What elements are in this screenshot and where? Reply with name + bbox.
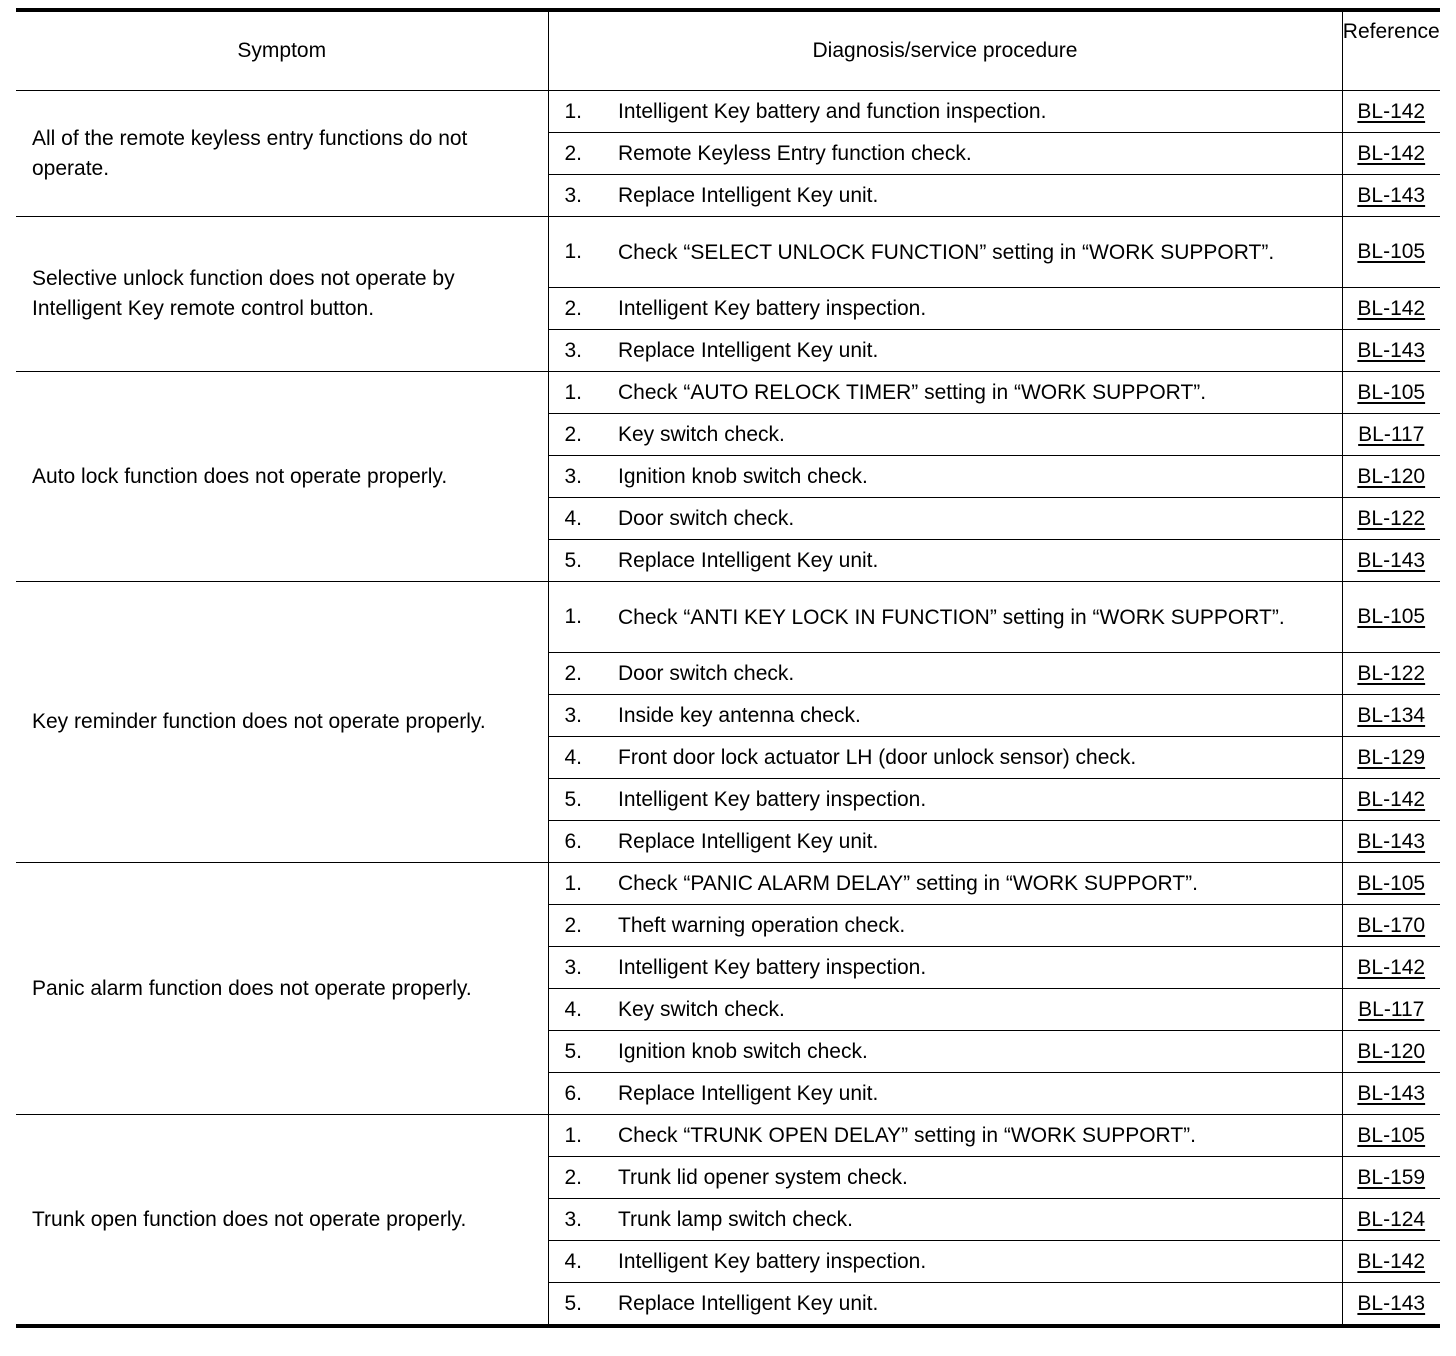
- symptom-cell: All of the remote keyless entry functions do not operate.: [16, 91, 548, 217]
- step-number: 1.: [548, 217, 604, 288]
- reference-link[interactable]: BL-129: [1357, 745, 1426, 769]
- reference-cell: [1342, 217, 1440, 288]
- step-number: 3.: [548, 947, 604, 989]
- reference-cell: [1342, 456, 1440, 498]
- reference-cell: [1342, 1157, 1440, 1199]
- reference-link[interactable]: BL-143: [1357, 183, 1426, 207]
- table-row: [16, 91, 1440, 133]
- procedure-step: Intelligent Key battery inspection.: [604, 947, 1342, 989]
- procedure-step: Trunk lamp switch check.: [604, 1199, 1342, 1241]
- reference-link[interactable]: BL-134: [1357, 703, 1426, 727]
- table-row: [16, 863, 1440, 905]
- procedure-step: Replace Intelligent Key unit.: [604, 540, 1342, 582]
- reference-cell: [1342, 175, 1440, 217]
- step-number: 1.: [548, 1115, 604, 1157]
- reference-cell: [1342, 653, 1440, 695]
- step-number: 2.: [548, 414, 604, 456]
- reference-link[interactable]: BL-159: [1357, 1165, 1426, 1189]
- reference-cell: [1342, 498, 1440, 540]
- step-number: 6.: [548, 821, 604, 863]
- reference-link[interactable]: BL-117: [1358, 422, 1425, 446]
- reference-cell: [1342, 905, 1440, 947]
- reference-link[interactable]: BL-142: [1357, 955, 1426, 979]
- reference-cell: [1342, 947, 1440, 989]
- reference-cell: [1342, 91, 1440, 133]
- step-number: 2.: [548, 288, 604, 330]
- reference-link[interactable]: BL-105: [1357, 871, 1426, 895]
- reference-link[interactable]: BL-105: [1357, 1123, 1426, 1147]
- step-number: 3.: [548, 175, 604, 217]
- header-reference: Reference: [1342, 10, 1440, 91]
- step-number: 2.: [548, 905, 604, 947]
- procedure-step: Theft warning operation check.: [604, 905, 1342, 947]
- reference-cell: [1342, 372, 1440, 414]
- symptom-cell: Selective unlock function does not operate by Intelligent Key remote control button.: [16, 217, 548, 372]
- procedure-step: Door switch check.: [604, 653, 1342, 695]
- reference-cell: [1342, 414, 1440, 456]
- procedure-step: Replace Intelligent Key unit.: [604, 1073, 1342, 1115]
- step-number: 4.: [548, 1241, 604, 1283]
- reference-cell: [1342, 863, 1440, 905]
- step-number: 3.: [548, 330, 604, 372]
- procedure-step: Front door lock actuator LH (door unlock sensor) check.: [604, 737, 1342, 779]
- step-number: 1.: [548, 372, 604, 414]
- reference-link[interactable]: BL-105: [1357, 380, 1426, 404]
- reference-link[interactable]: BL-120: [1357, 1039, 1426, 1063]
- procedure-step: Inside key antenna check.: [604, 695, 1342, 737]
- reference-cell: [1342, 1115, 1440, 1157]
- procedure-step: Remote Keyless Entry function check.: [604, 133, 1342, 175]
- reference-link[interactable]: BL-170: [1357, 913, 1426, 937]
- reference-cell: [1342, 582, 1440, 653]
- reference-link[interactable]: BL-142: [1357, 296, 1426, 320]
- table-body: [16, 91, 1440, 1327]
- symptom-cell: Key reminder function does not operate properly.: [16, 582, 548, 863]
- reference-link[interactable]: BL-122: [1357, 506, 1426, 530]
- reference-cell: [1342, 1199, 1440, 1241]
- symptom-cell: Panic alarm function does not operate properly.: [16, 863, 548, 1115]
- reference-link[interactable]: BL-143: [1357, 1081, 1426, 1105]
- reference-link[interactable]: BL-142: [1357, 141, 1426, 165]
- procedure-step: Ignition knob switch check.: [604, 456, 1342, 498]
- procedure-step: Check “PANIC ALARM DELAY” setting in “WORK SUPPORT”.: [604, 863, 1342, 905]
- reference-link[interactable]: BL-122: [1357, 661, 1426, 685]
- reference-link[interactable]: BL-120: [1357, 464, 1426, 488]
- procedure-step: Trunk lid opener system check.: [604, 1157, 1342, 1199]
- procedure-step: Intelligent Key battery inspection.: [604, 1241, 1342, 1283]
- header-row: [16, 10, 1440, 91]
- reference-cell: [1342, 737, 1440, 779]
- step-number: 3.: [548, 456, 604, 498]
- procedure-step: Ignition knob switch check.: [604, 1031, 1342, 1073]
- step-number: 3.: [548, 1199, 604, 1241]
- procedure-step: Check “AUTO RELOCK TIMER” setting in “WORK SUPPORT”.: [604, 372, 1342, 414]
- step-number: 4.: [548, 737, 604, 779]
- reference-link[interactable]: BL-143: [1357, 338, 1426, 362]
- procedure-step: Replace Intelligent Key unit.: [604, 821, 1342, 863]
- step-number: 5.: [548, 1031, 604, 1073]
- step-number: 5.: [548, 1283, 604, 1327]
- step-number: 5.: [548, 779, 604, 821]
- step-number: 2.: [548, 133, 604, 175]
- step-number: 1.: [548, 863, 604, 905]
- reference-cell: [1342, 821, 1440, 863]
- step-number: 2.: [548, 653, 604, 695]
- step-number: 4.: [548, 989, 604, 1031]
- reference-cell: [1342, 133, 1440, 175]
- symptom-cell: Auto lock function does not operate properly.: [16, 372, 548, 582]
- reference-cell: [1342, 1241, 1440, 1283]
- reference-cell: [1342, 695, 1440, 737]
- step-number: 5.: [548, 540, 604, 582]
- table-row: [16, 372, 1440, 414]
- step-number: 2.: [548, 1157, 604, 1199]
- header-symptom: Symptom: [16, 10, 548, 91]
- procedure-step: Door switch check.: [604, 498, 1342, 540]
- table-row: [16, 582, 1440, 653]
- reference-link[interactable]: BL-142: [1357, 1249, 1426, 1273]
- reference-cell: [1342, 540, 1440, 582]
- reference-link[interactable]: BL-143: [1357, 1291, 1426, 1315]
- step-number: 6.: [548, 1073, 604, 1115]
- procedure-step: Check “ANTI KEY LOCK IN FUNCTION” setting in “WORK SUPPORT”.: [604, 582, 1342, 653]
- step-number: 4.: [548, 498, 604, 540]
- procedure-step: Replace Intelligent Key unit.: [604, 175, 1342, 217]
- reference-cell: [1342, 330, 1440, 372]
- reference-cell: [1342, 989, 1440, 1031]
- procedure-step: Replace Intelligent Key unit.: [604, 330, 1342, 372]
- reference-cell: [1342, 1283, 1440, 1327]
- procedure-step: Replace Intelligent Key unit.: [604, 1283, 1342, 1327]
- procedure-step: Intelligent Key battery inspection.: [604, 288, 1342, 330]
- step-number: 3.: [548, 695, 604, 737]
- reference-link[interactable]: BL-143: [1357, 548, 1426, 572]
- procedure-step: Key switch check.: [604, 989, 1342, 1031]
- reference-cell: [1342, 1073, 1440, 1115]
- reference-link[interactable]: BL-124: [1357, 1207, 1426, 1231]
- procedure-step: Intelligent Key battery inspection.: [604, 779, 1342, 821]
- step-number: 1.: [548, 582, 604, 653]
- reference-cell: [1342, 779, 1440, 821]
- procedure-step: Check “SELECT UNLOCK FUNCTION” setting in “WORK SUPPORT”.: [604, 217, 1342, 288]
- reference-link[interactable]: BL-105: [1357, 605, 1426, 628]
- reference-link[interactable]: BL-142: [1357, 787, 1426, 811]
- reference-cell: [1342, 288, 1440, 330]
- reference-link[interactable]: BL-105: [1357, 240, 1426, 263]
- reference-link[interactable]: BL-142: [1357, 99, 1426, 123]
- table-row: [16, 1115, 1440, 1157]
- procedure-step: Intelligent Key battery and function inspection.: [604, 91, 1342, 133]
- reference-link[interactable]: BL-143: [1357, 829, 1426, 853]
- diagnosis-table: [16, 8, 1440, 1328]
- reference-cell: [1342, 1031, 1440, 1073]
- step-number: 1.: [548, 91, 604, 133]
- table-row: [16, 217, 1440, 288]
- procedure-step: Key switch check.: [604, 414, 1342, 456]
- symptom-cell: Trunk open function does not operate properly.: [16, 1115, 548, 1327]
- header-procedure: Diagnosis/service procedure: [548, 10, 1342, 91]
- reference-link[interactable]: BL-117: [1358, 997, 1425, 1021]
- procedure-step: Check “TRUNK OPEN DELAY” setting in “WORK SUPPORT”.: [604, 1115, 1342, 1157]
